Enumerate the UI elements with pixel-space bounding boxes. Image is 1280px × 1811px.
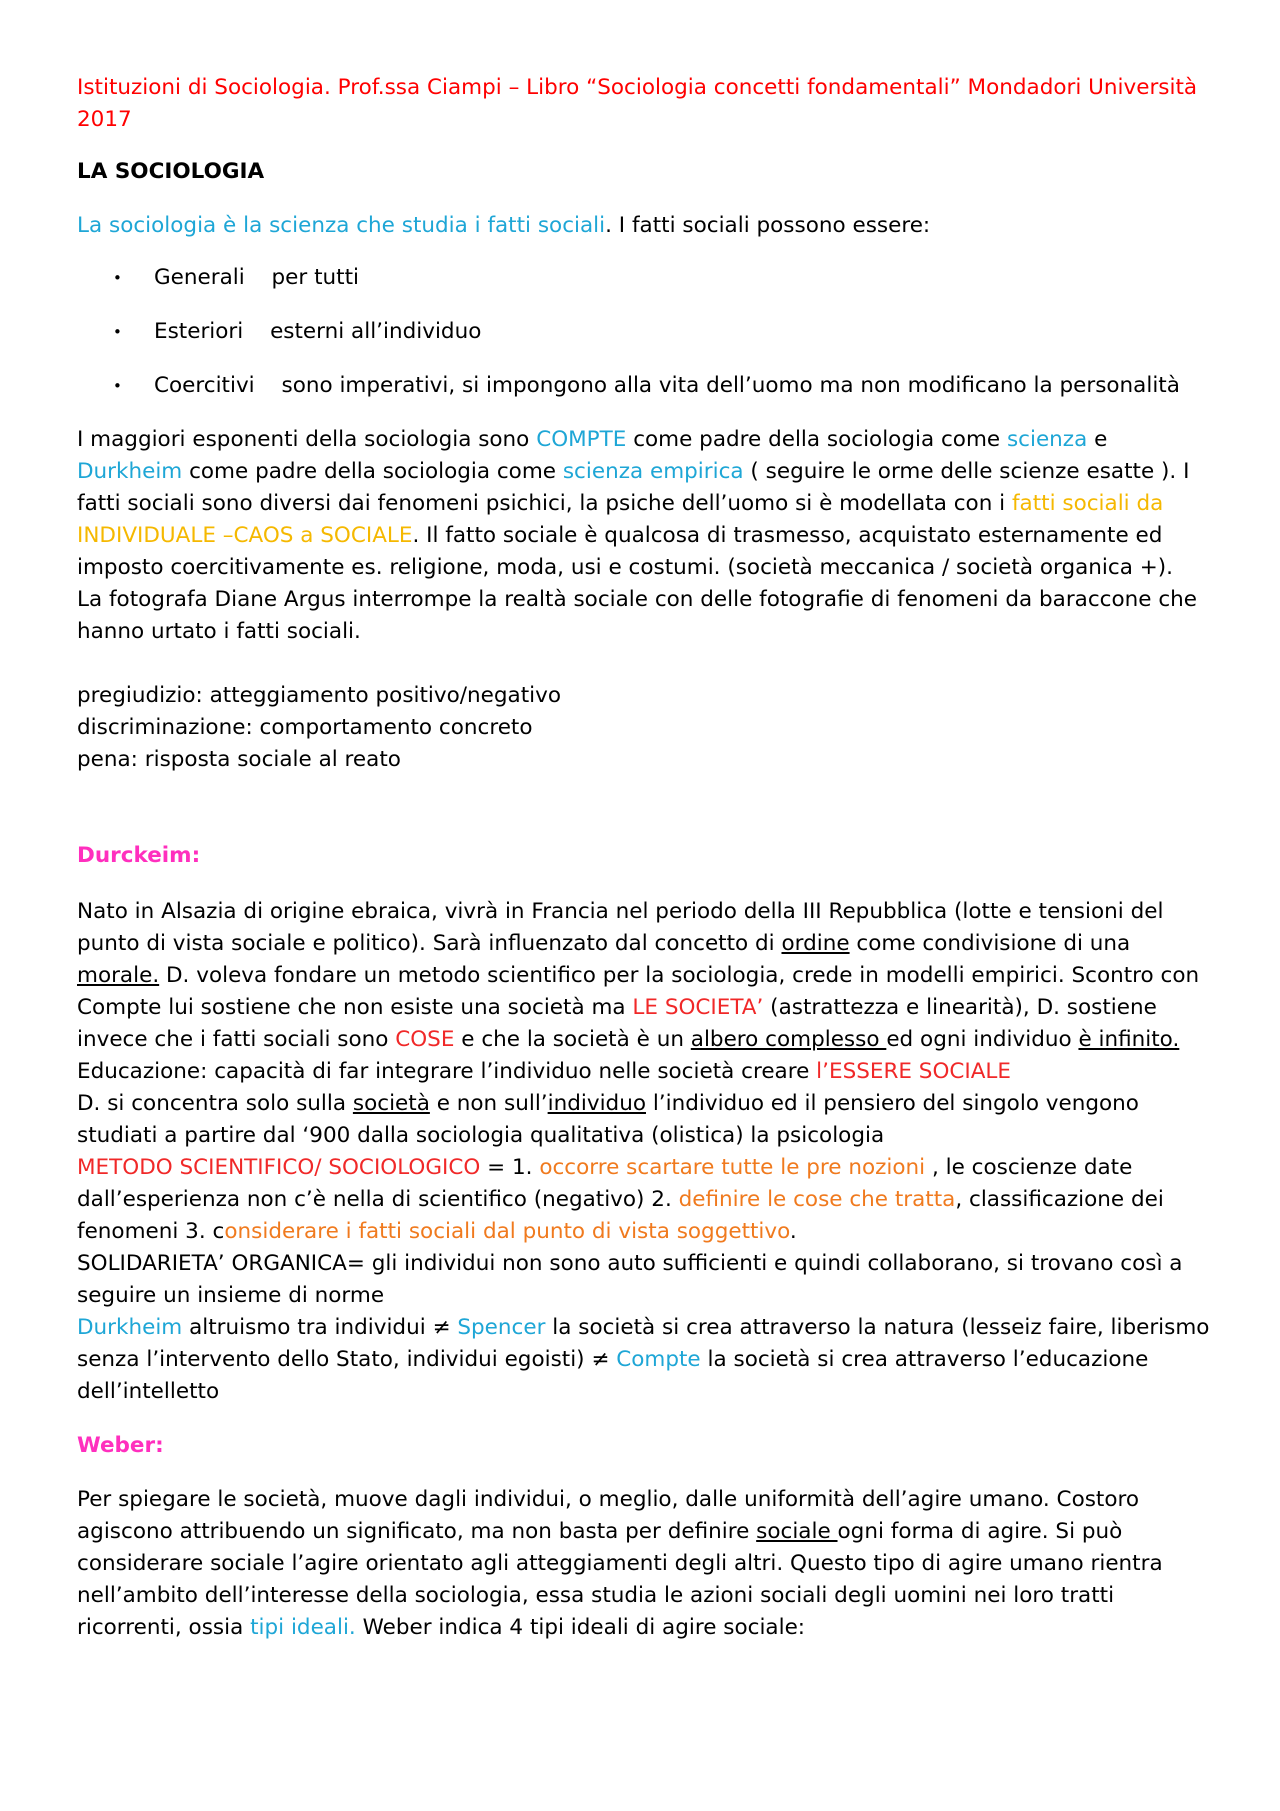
intro-paragraph (77, 210, 1217, 242)
bullet-icon: • (113, 269, 122, 287)
text-run: , classificazione dei fenomeni 3. c (77, 1187, 1164, 1244)
text-run: I maggiori esponenti della sociologia sono (77, 427, 537, 452)
durkheim-compare-term: Durkheim (77, 1315, 183, 1340)
text-run: . (789, 1219, 797, 1244)
esponenti-paragraph (77, 424, 1217, 584)
scienza-empirica-term: scienza empirica (562, 459, 744, 484)
solidarieta-paragraph: SOLIDARIETA’ ORGANICA= gli individui non sono auto sufficienti e quindi collaborano, si trovano così a seguire un insieme di norme (77, 1251, 1183, 1308)
metodo-step-3: onsiderare i fatti sociali dal punto di vista soggettivo (224, 1219, 790, 1244)
definition-line: discriminazione: comportamento concreto (77, 715, 533, 740)
text-run: e non sull’ (429, 1091, 548, 1116)
text-run: = 1. (480, 1155, 540, 1180)
spencer-term: Spencer (457, 1315, 546, 1340)
definitions-block (77, 680, 1217, 776)
list-item (77, 316, 1217, 348)
fact-term: Esteriori (154, 319, 244, 344)
weber-heading: Weber: (77, 1433, 164, 1458)
compte-compare-term: Compte (616, 1347, 701, 1372)
text-run: e che la società è un (454, 1027, 691, 1052)
cose-term: COSE (395, 1027, 455, 1052)
essere-sociale-term: l’ESSERE SOCIALE (816, 1059, 1011, 1084)
text-run: ed ogni individuo (886, 1027, 1079, 1052)
text-run: Nato in Alsazia di origine ebraica, vivrà in Francia nel periodo della III Repubblica (lotte e tensioni del punto di vista sociale e politico). Sarà influenzato dal concetto di (77, 899, 1164, 956)
durkheim-term: Durkheim (77, 459, 183, 484)
text-run: Weber indica 4 tipi ideali di agire sociale: (355, 1615, 806, 1640)
durkheim-paragraph (77, 896, 1217, 1056)
text-run: , le coscienze date dall’esperienza non c’è nella di scientifico (negativo) 2. (77, 1155, 1133, 1212)
text-run: Per spiegare le società, muove dagli individui, o meglio, dalle uniformità dell’agire umano. Costoro agiscono attribuendo un significato, ma non basta per definire (77, 1487, 1140, 1544)
argus-paragraph: La fotografa Diane Argus interrompe la realtà sociale con delle fotografie di fenomeni da baraccone che hanno urtato i fatti sociali. (77, 587, 1198, 644)
text-run: ogni forma di agire. Si può considerare sociale l’agire orientato agli atteggiamenti degli altri. Questo tipo di agire umano rientra nell’ambito dell’interesse della sociologia, essa studia le azioni sociali degli uomini nei loro tratti ricorrenti, ossia (77, 1519, 1163, 1640)
sociale-term: sociale (756, 1519, 838, 1544)
le-societa-term: LE SOCIETA’ (632, 995, 764, 1020)
weber-paragraph (77, 1484, 1217, 1644)
ordine-term: ordine (781, 931, 850, 956)
fact-desc: esterni all’individuo (263, 319, 482, 344)
durkheim-heading: Durckeim: (77, 843, 201, 868)
text-run: la società si crea attraverso la natura (lesseiz faire, liberismo senza l’intervento dello Stato, individui egoisti) ≠ (77, 1315, 1210, 1372)
list-item (77, 262, 1217, 294)
text-run: D. si concentra solo sulla (77, 1091, 353, 1116)
scienza-term: scienza (1006, 427, 1088, 452)
definition-line: pena: risposta sociale al reato (77, 747, 401, 772)
intro-rest: . I fatti sociali possono essere: (605, 213, 931, 238)
text-run: la società si crea attraverso l’educazione dell’intelletto (77, 1347, 1149, 1404)
social-facts-list (77, 262, 1217, 402)
text-run: . Il fatto sociale è qualcosa di trasmesso, acquistato esternamente ed imposto coercitivamente es. religione, moda, usi e costumi. (società meccanica / società organica +). (77, 523, 1173, 580)
morale-term: morale. (77, 963, 160, 988)
fact-desc: sono imperativi, si impongono alla vita dell’uomo ma non modificano la personalità (274, 373, 1180, 398)
text-run: e (1087, 427, 1108, 452)
individuo-term: individuo (547, 1091, 646, 1116)
societa-term: società (352, 1091, 430, 1116)
infinito-term: è infinito. (1078, 1027, 1180, 1052)
metodo-step-2: definire le cose che tratta (678, 1187, 956, 1212)
text-run: come padre della sociologia come (182, 459, 563, 484)
text-run: Educazione: capacità di far integrare l’individuo nelle società creare (77, 1059, 817, 1084)
definition-line: pregiudizio: atteggiamento positivo/negativo (77, 683, 561, 708)
compte-term: COMPTE (536, 427, 627, 452)
caos-term: fatti sociali da INDIVIDUALE –CAOS a SOCIALE (77, 491, 1164, 548)
fact-term: Coercitivi (154, 373, 255, 398)
fact-term: Generali (154, 265, 245, 290)
metodo-paragraph (77, 1152, 1217, 1248)
tipi-ideali-term: tipi ideali. (250, 1615, 356, 1640)
text-run: ( seguire le orme delle scienze esatte ). I fatti sociali sono diversi dai fenomeni psichici, la psiche dell’uomo si è modellata con i (77, 459, 1190, 516)
bullet-icon: • (113, 323, 122, 341)
document-page (77, 72, 1217, 1644)
sociology-definition: La sociologia è la scienza che studia i fatti sociali (77, 213, 606, 238)
text-run: altruismo tra individui ≠ (182, 1315, 458, 1340)
metodo-term: METODO SCIENTIFICO/ SOCIOLOGICO (77, 1155, 481, 1180)
section-title: LA SOCIOLOGIA (77, 159, 265, 184)
text-run: come condivisione di una (849, 931, 1131, 956)
text-run: (astrattezza e linearità), D. sostiene invece che i fatti sociali sono (77, 995, 1157, 1052)
educazione-line (77, 1056, 1217, 1088)
text-run: l’individuo ed il pensiero del singolo vengono studiati a partire dal ‘900 dalla sociologia qualitativa (olistica) la psicologia (77, 1091, 1139, 1148)
individuo-paragraph (77, 1088, 1217, 1152)
metodo-step-1: occorre scartare tutte le pre nozioni (539, 1155, 932, 1180)
document-title: Istituzioni di Sociologia. Prof.ssa Ciampi – Libro “Sociologia concetti fondamentali” Mondadori Università 2017 (77, 75, 1198, 132)
list-item (77, 370, 1217, 402)
text-run: D. voleva fondare un metodo scientifico per la sociologia, crede in modelli empirici. Scontro con Compte lui sostiene che non esiste una società ma (77, 963, 1200, 1020)
text-run: come padre della sociologia come (626, 427, 1007, 452)
albero-term: albero complesso (690, 1027, 887, 1052)
fact-desc: per tutti (264, 265, 359, 290)
bullet-icon: • (113, 377, 122, 395)
comparison-paragraph (77, 1312, 1217, 1408)
